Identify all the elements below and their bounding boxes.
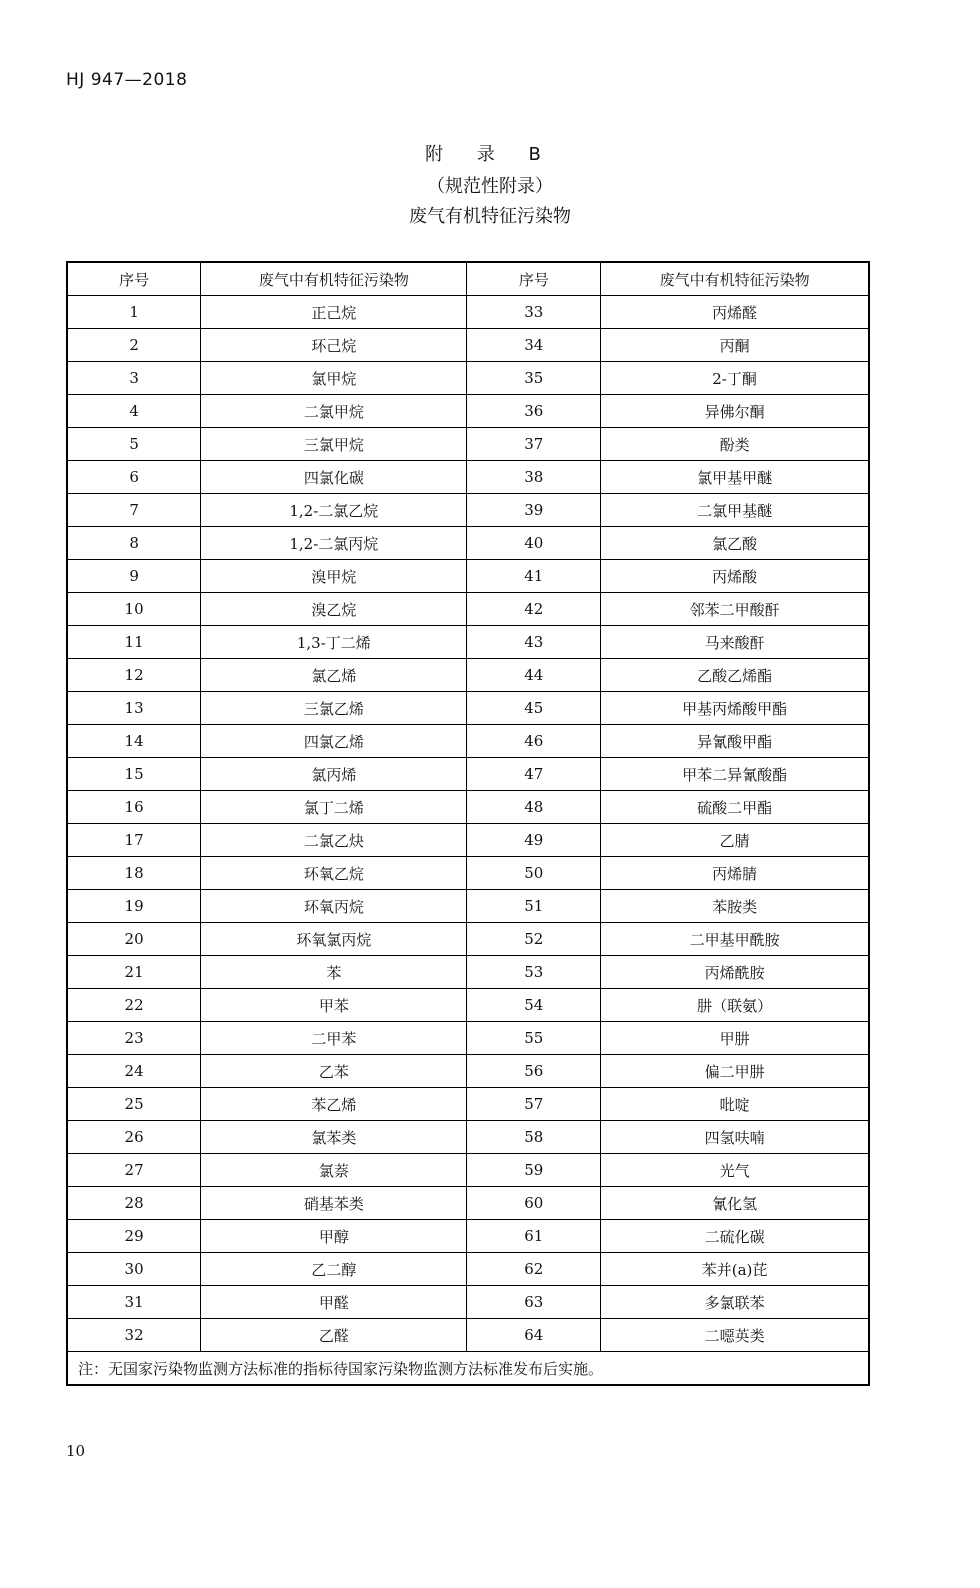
table-row: [67, 1220, 869, 1253]
pollutant-name-cell: 马来酸酐: [601, 626, 869, 659]
table-row: [67, 692, 869, 725]
column-header: 废气中有机特征污染物: [601, 262, 869, 296]
pollutant-name-cell: 四氯乙烯: [201, 725, 467, 758]
table-row: [67, 494, 869, 527]
table-row: [67, 329, 869, 362]
pollutant-name-cell: 乙腈: [601, 824, 869, 857]
pollutant-name-cell: 四氢呋喃: [601, 1121, 869, 1154]
serial-number-cell: 20: [67, 923, 201, 956]
serial-number-cell: 5: [67, 428, 201, 461]
serial-number-cell: 10: [67, 593, 201, 626]
serial-number-cell: 17: [67, 824, 201, 857]
table-row: [67, 1286, 869, 1319]
pollutant-name-cell: 乙苯: [201, 1055, 467, 1088]
serial-number-cell: 31: [67, 1286, 201, 1319]
pollutant-name-cell: 苯胺类: [601, 890, 869, 923]
serial-number-cell: 36: [467, 395, 601, 428]
table-row: [67, 857, 869, 890]
pollutant-name-cell: 氯甲烷: [201, 362, 467, 395]
serial-number-cell: 46: [467, 725, 601, 758]
serial-number-cell: 28: [67, 1187, 201, 1220]
pollutant-name-cell: 甲苯二异氰酸酯: [601, 758, 869, 791]
pollutant-name-cell: 丙烯酰胺: [601, 956, 869, 989]
pollutant-name-cell: 丙烯醛: [601, 296, 869, 329]
page-number: 10: [66, 1442, 86, 1460]
pollutant-name-cell: 氯丁二烯: [201, 791, 467, 824]
table-row: [67, 362, 869, 395]
pollutant-name-cell: 乙二醇: [201, 1253, 467, 1286]
serial-number-cell: 39: [467, 494, 601, 527]
serial-number-cell: 56: [467, 1055, 601, 1088]
pollutant-name-cell: 多氯联苯: [601, 1286, 869, 1319]
serial-number-cell: 45: [467, 692, 601, 725]
table-row: [67, 626, 869, 659]
serial-number-cell: 41: [467, 560, 601, 593]
pollutant-name-cell: 甲肼: [601, 1022, 869, 1055]
pollutant-name-cell: 氯甲基甲醚: [601, 461, 869, 494]
table-row: [67, 395, 869, 428]
table-row: [67, 428, 869, 461]
pollutant-name-cell: 氯苯类: [201, 1121, 467, 1154]
table-row: [67, 956, 869, 989]
serial-number-cell: 42: [467, 593, 601, 626]
serial-number-cell: 26: [67, 1121, 201, 1154]
pollutant-name-cell: 甲苯: [201, 989, 467, 1022]
table-row: [67, 659, 869, 692]
serial-number-cell: 6: [67, 461, 201, 494]
pollutant-name-cell: 乙酸乙烯酯: [601, 659, 869, 692]
serial-number-cell: 4: [67, 395, 201, 428]
table-row: [67, 1055, 869, 1088]
column-header: 序号: [67, 262, 201, 296]
serial-number-cell: 62: [467, 1253, 601, 1286]
serial-number-cell: 13: [67, 692, 201, 725]
pollutant-name-cell: 1,2-二氯丙烷: [201, 527, 467, 560]
serial-number-cell: 43: [467, 626, 601, 659]
serial-number-cell: 29: [67, 1220, 201, 1253]
appendix-subject: 废气有机特征污染物: [409, 206, 571, 227]
serial-number-cell: 8: [67, 527, 201, 560]
table-row: [67, 527, 869, 560]
pollutant-name-cell: 邻苯二甲酸酐: [601, 593, 869, 626]
pollutant-name-cell: 肼（联氨）: [601, 989, 869, 1022]
column-header: 废气中有机特征污染物: [201, 262, 467, 296]
pollutant-name-cell: 甲醛: [201, 1286, 467, 1319]
table-row: [67, 923, 869, 956]
pollutant-name-cell: 甲基丙烯酸甲酯: [601, 692, 869, 725]
pollutant-name-cell: 二氯甲烷: [201, 395, 467, 428]
table-row: [67, 1154, 869, 1187]
pollutant-name-cell: 四氯化碳: [201, 461, 467, 494]
pollutant-name-cell: 氯乙烯: [201, 659, 467, 692]
pollutant-name-cell: 氰化氢: [601, 1187, 869, 1220]
serial-number-cell: 32: [67, 1319, 201, 1352]
serial-number-cell: 44: [467, 659, 601, 692]
table-header-row: [67, 262, 869, 296]
serial-number-cell: 37: [467, 428, 601, 461]
serial-number-cell: 48: [467, 791, 601, 824]
serial-number-cell: 63: [467, 1286, 601, 1319]
serial-number-cell: 21: [67, 956, 201, 989]
pollutant-name-cell: 丙烯腈: [601, 857, 869, 890]
table-note-row: [67, 1352, 869, 1386]
serial-number-cell: 9: [67, 560, 201, 593]
table-row: [67, 1187, 869, 1220]
serial-number-cell: 3: [67, 362, 201, 395]
serial-number-cell: 38: [467, 461, 601, 494]
serial-number-cell: 16: [67, 791, 201, 824]
pollutant-name-cell: 异氰酸甲酯: [601, 725, 869, 758]
pollutant-name-cell: 二氯乙炔: [201, 824, 467, 857]
serial-number-cell: 15: [67, 758, 201, 791]
serial-number-cell: 30: [67, 1253, 201, 1286]
pollutant-name-cell: 环氧丙烷: [201, 890, 467, 923]
table-row: [67, 791, 869, 824]
serial-number-cell: 58: [467, 1121, 601, 1154]
pollutant-name-cell: 硫酸二甲酯: [601, 791, 869, 824]
pollutant-name-cell: 偏二甲肼: [601, 1055, 869, 1088]
pollutant-name-cell: 二氯甲基醚: [601, 494, 869, 527]
serial-number-cell: 59: [467, 1154, 601, 1187]
serial-number-cell: 55: [467, 1022, 601, 1055]
pollutant-name-cell: 吡啶: [601, 1088, 869, 1121]
serial-number-cell: 64: [467, 1319, 601, 1352]
pollutant-name-cell: 氯萘: [201, 1154, 467, 1187]
pollutant-name-cell: 乙醛: [201, 1319, 467, 1352]
pollutant-name-cell: 氯乙酸: [601, 527, 869, 560]
table-row: [67, 1121, 869, 1154]
table-row: [67, 1088, 869, 1121]
serial-number-cell: 51: [467, 890, 601, 923]
pollutant-name-cell: 2-丁酮: [601, 362, 869, 395]
serial-number-cell: 33: [467, 296, 601, 329]
serial-number-cell: 54: [467, 989, 601, 1022]
pollutant-name-cell: 1,2-二氯乙烷: [201, 494, 467, 527]
pollutant-name-cell: 二噁英类: [601, 1319, 869, 1352]
pollutant-name-cell: 环氧乙烷: [201, 857, 467, 890]
pollutant-name-cell: 异佛尔酮: [601, 395, 869, 428]
pollutant-name-cell: 环氧氯丙烷: [201, 923, 467, 956]
pollutant-name-cell: 苯乙烯: [201, 1088, 467, 1121]
pollutant-name-cell: 丙酮: [601, 329, 869, 362]
pollutant-name-cell: 三氯乙烯: [201, 692, 467, 725]
document-code: HJ 947—2018: [66, 70, 188, 90]
serial-number-cell: 27: [67, 1154, 201, 1187]
pollutant-name-cell: 甲醇: [201, 1220, 467, 1253]
table-row: [67, 560, 869, 593]
serial-number-cell: 57: [467, 1088, 601, 1121]
pollutant-name-cell: 二硫化碳: [601, 1220, 869, 1253]
table-row: [67, 593, 869, 626]
serial-number-cell: 60: [467, 1187, 601, 1220]
pollutant-name-cell: 三氯甲烷: [201, 428, 467, 461]
table-row: [67, 725, 869, 758]
serial-number-cell: 25: [67, 1088, 201, 1121]
serial-number-cell: 34: [467, 329, 601, 362]
serial-number-cell: 12: [67, 659, 201, 692]
pollutant-name-cell: 酚类: [601, 428, 869, 461]
pollutant-name-cell: 氯丙烯: [201, 758, 467, 791]
serial-number-cell: 40: [467, 527, 601, 560]
serial-number-cell: 2: [67, 329, 201, 362]
serial-number-cell: 52: [467, 923, 601, 956]
serial-number-cell: 19: [67, 890, 201, 923]
appendix-type: （规范性附录）: [427, 176, 553, 197]
pollutant-name-cell: 环己烷: [201, 329, 467, 362]
pollutant-name-cell: 二甲苯: [201, 1022, 467, 1055]
serial-number-cell: 61: [467, 1220, 601, 1253]
table-note: 注：无国家污染物监测方法标准的指标待国家污染物监测方法标准发布后实施。: [67, 1352, 869, 1386]
pollutant-name-cell: 1,3-丁二烯: [201, 626, 467, 659]
serial-number-cell: 35: [467, 362, 601, 395]
serial-number-cell: 22: [67, 989, 201, 1022]
serial-number-cell: 50: [467, 857, 601, 890]
table-row: [67, 461, 869, 494]
table-row: [67, 1253, 869, 1286]
table-row: [67, 824, 869, 857]
pollutant-name-cell: 苯并(a)芘: [601, 1253, 869, 1286]
pollutant-name-cell: 苯: [201, 956, 467, 989]
serial-number-cell: 47: [467, 758, 601, 791]
pollutant-name-cell: 正己烷: [201, 296, 467, 329]
serial-number-cell: 24: [67, 1055, 201, 1088]
pollutant-name-cell: 溴乙烷: [201, 593, 467, 626]
serial-number-cell: 53: [467, 956, 601, 989]
pollutant-name-cell: 二甲基甲酰胺: [601, 923, 869, 956]
appendix-title: 附 录 B: [425, 144, 555, 165]
serial-number-cell: 7: [67, 494, 201, 527]
serial-number-cell: 23: [67, 1022, 201, 1055]
column-header: 序号: [467, 262, 601, 296]
serial-number-cell: 11: [67, 626, 201, 659]
serial-number-cell: 14: [67, 725, 201, 758]
table-row: [67, 1319, 869, 1352]
pollutant-name-cell: 硝基苯类: [201, 1187, 467, 1220]
table-row: [67, 989, 869, 1022]
pollutant-name-cell: 丙烯酸: [601, 560, 869, 593]
pollutant-name-cell: 溴甲烷: [201, 560, 467, 593]
table-row: [67, 758, 869, 791]
serial-number-cell: 49: [467, 824, 601, 857]
table-row: [67, 1022, 869, 1055]
table-row: [67, 296, 869, 329]
serial-number-cell: 18: [67, 857, 201, 890]
serial-number-cell: 1: [67, 296, 201, 329]
pollutant-table: [66, 261, 870, 1386]
pollutant-name-cell: 光气: [601, 1154, 869, 1187]
table-row: [67, 890, 869, 923]
